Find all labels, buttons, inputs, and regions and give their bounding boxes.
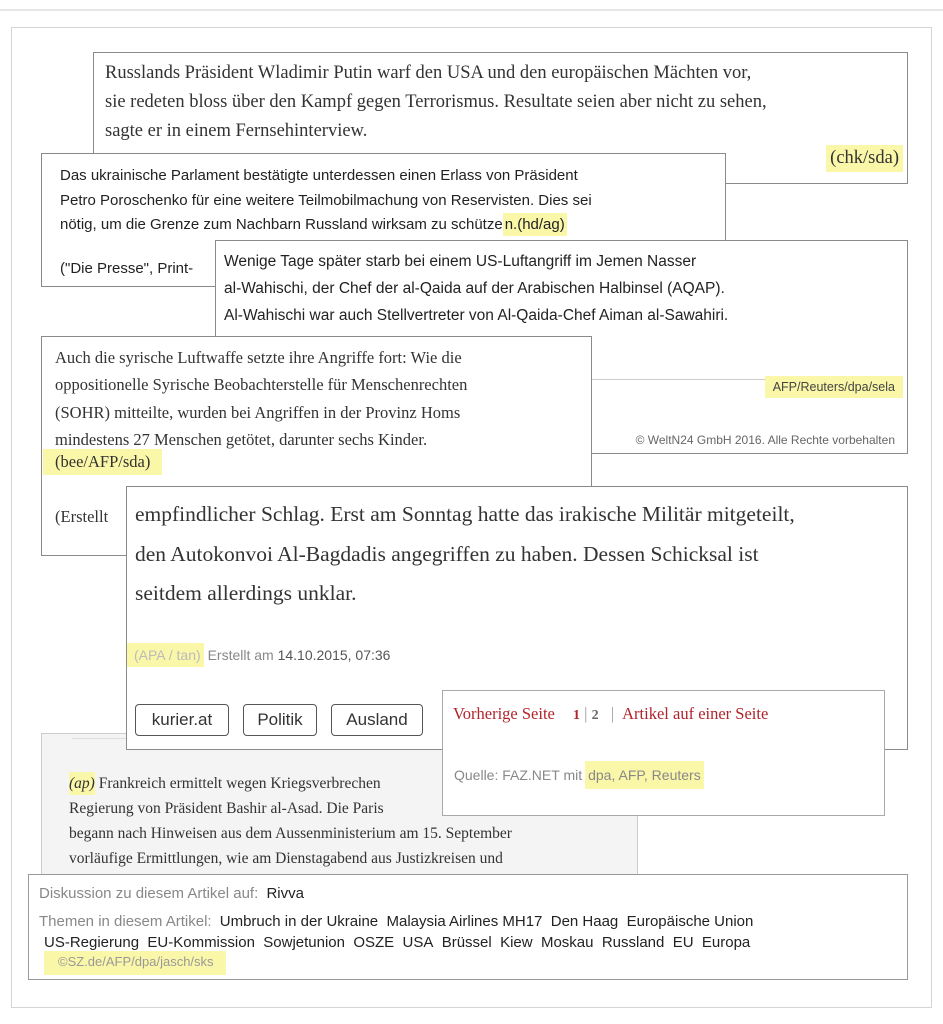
- text-line: sagte er in einem Fernsehinterview.: [105, 121, 368, 141]
- text-line: al-Wahischi, der Chef der al-Qaida auf der Arabischen Halbinsel (AQAP).: [224, 280, 725, 297]
- text-line: oppositionelle Syrische Beobachterstelle für Menschenrechten: [55, 375, 468, 395]
- topic-link[interactable]: US-Regierung: [44, 934, 140, 951]
- source-agencies: dpa, AFP, Reuters: [585, 761, 704, 789]
- tag-politik[interactable]: Politik: [243, 704, 317, 736]
- discussion-label: Diskussion zu diesem Artikel auf:: [39, 885, 259, 902]
- topic-link[interactable]: Den Haag: [550, 913, 619, 930]
- text-line: nötig, um die Grenze zum Nachbarn Russland wirksam zu schütze: [60, 216, 503, 233]
- topic-link[interactable]: Russland: [601, 934, 665, 951]
- snippet-faz: [442, 690, 885, 816]
- text-line: Russlands Präsident Wladimir Putin warf den USA und den europäischen Mächten vor,: [105, 63, 752, 83]
- topic-link[interactable]: USA: [402, 934, 434, 951]
- snippet-sz: [28, 874, 908, 980]
- page-separator: |: [610, 704, 615, 723]
- copyright-notice: © WeltN24 GmbH 2016. Alle Rechte vorbehalten: [635, 433, 895, 447]
- source-text: FAZ.NET mit: [502, 767, 583, 783]
- text-line: Regierung von Präsident Bashir al-Asad. Die Paris: [69, 800, 384, 817]
- source-credit: (APA / tan): [127, 643, 204, 667]
- topic-link[interactable]: Europa: [701, 934, 751, 951]
- topic-link[interactable]: Umbruch in der Ukraine: [219, 913, 379, 930]
- topic-link[interactable]: Brüssel: [441, 934, 492, 951]
- publication-footer: ("Die Presse", Print-: [60, 260, 194, 277]
- single-page-link[interactable]: Artikel auf einer Seite: [622, 704, 769, 723]
- text-line: vorläufige Ermittlungen, wie am Dienstagabend aus Justizkreisen und: [69, 850, 503, 867]
- source-credit: (ap): [69, 772, 95, 795]
- page-2-link[interactable]: 2: [591, 708, 599, 723]
- source-label: Quelle:: [454, 767, 499, 783]
- topic-link[interactable]: Kiew: [500, 934, 533, 951]
- topic-link[interactable]: OSZE: [353, 934, 395, 951]
- source-credit: AFP/Reuters/dpa/sela: [765, 376, 903, 398]
- text-line: Wenige Tage später starb bei einem US-Luftangriff im Jemen Nasser: [224, 253, 697, 270]
- created-date: 14.10.2015, 07:36: [277, 647, 391, 663]
- source-credit: n.(hd/ag): [503, 213, 567, 236]
- previous-page-link[interactable]: Vorherige Seite: [453, 704, 555, 723]
- top-divider: [0, 0, 943, 11]
- created-footer: (Erstellt: [55, 507, 109, 526]
- topic-link[interactable]: Moskau: [540, 934, 594, 951]
- text-line: empfindlicher Schlag. Erst am Sonntag hatte das irakische Militär mitgeteilt,: [135, 502, 795, 526]
- topic-link[interactable]: Malaysia Airlines MH17: [386, 913, 543, 930]
- text-line: Frankreich ermittelt wegen Kriegsverbrechen: [94, 775, 381, 792]
- page-separator: |: [584, 704, 588, 723]
- text-line: (SOHR) mitteilte, wurden bei Angriffen in der Provinz Homs: [55, 402, 461, 422]
- text-line: Auch die syrische Luftwaffe setzte ihre Angriffe fort: Wie die: [55, 348, 462, 367]
- topics-label: Themen in diesem Artikel:: [39, 913, 212, 930]
- text-line: begann nach Hinweisen aus dem Aussenministerium am 15. September: [69, 825, 512, 842]
- source-credit: (bee/AFP/sda): [43, 449, 162, 475]
- page-1-link[interactable]: 1: [573, 708, 581, 723]
- topic-link[interactable]: EU: [672, 934, 694, 951]
- rivva-link[interactable]: Rivva: [266, 885, 304, 902]
- text-line: den Autokonvoi Al-Bagdadis angegriffen zu haben. Dessen Schicksal ist: [135, 541, 759, 566]
- source-credit: (chk/sda): [826, 145, 903, 172]
- text-line: sie redeten bloss über den Kampf gegen Terrorismus. Resultate seien aber nicht zu sehen,: [105, 92, 767, 112]
- created-label: Erstellt am: [207, 647, 274, 663]
- text-line: Das ukrainische Parlament bestätigte unterdessen einen Erlass von Präsident: [60, 167, 578, 184]
- topic-link[interactable]: Europäische Union: [626, 913, 754, 930]
- text-line: Al-Wahischi war auch Stellvertreter von Al-Qaida-Chef Aiman al-Sawahiri.: [224, 307, 729, 324]
- text-line: seitdem allerdings unklar.: [135, 581, 357, 605]
- tag-ausland[interactable]: Ausland: [331, 704, 423, 736]
- tag-kurier-at[interactable]: kurier.at: [135, 704, 229, 736]
- source-credit: ©SZ.de/AFP/dpa/jasch/sks: [44, 951, 226, 975]
- topic-link[interactable]: EU-Kommission: [147, 934, 255, 951]
- text-line: Petro Poroschenko für eine weitere Teilmobilmachung von Reservisten. Dies sei: [60, 191, 592, 209]
- text-line: mindestens 27 Menschen getötet, darunter sechs Kinder.: [55, 429, 428, 449]
- topic-link[interactable]: Sowjetunion: [263, 934, 345, 951]
